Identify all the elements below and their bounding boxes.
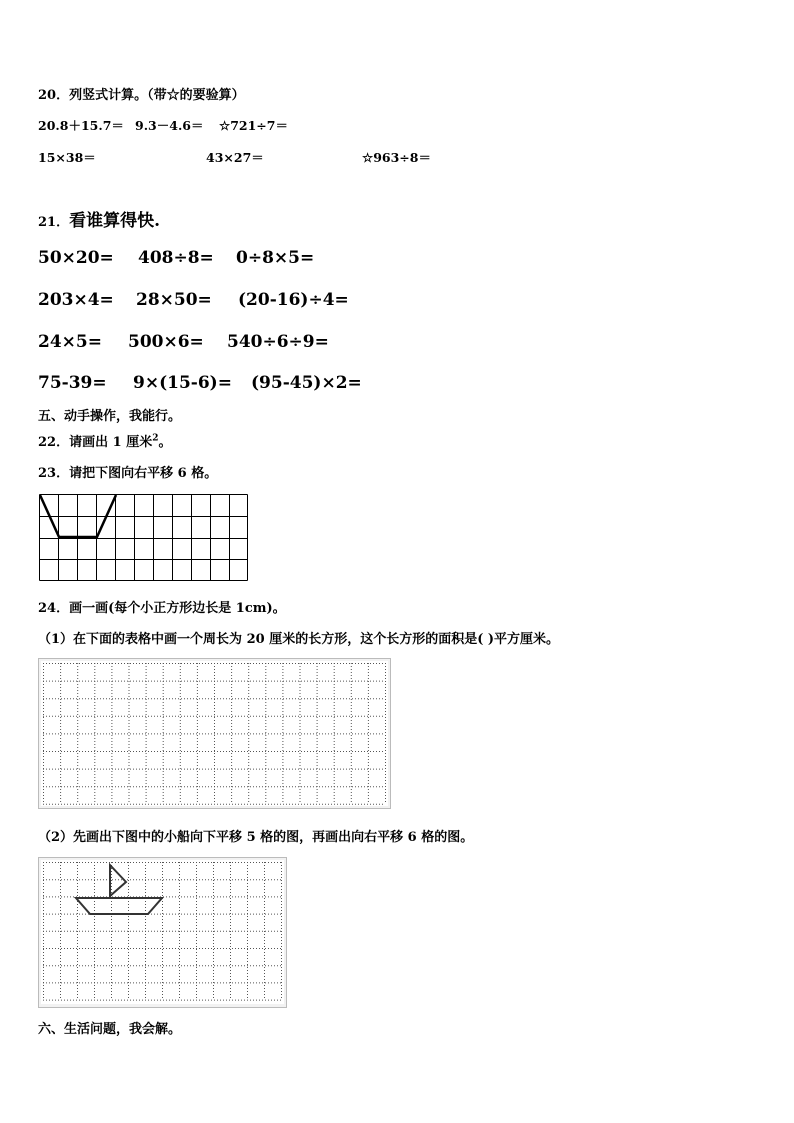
q21-expr: 24×5=	[38, 332, 102, 352]
q21-expr: (95-45)×2=	[251, 373, 362, 393]
q20-expr-1: 20.8＋15.7＝	[38, 118, 124, 133]
q21-expr: 540÷6÷9=	[227, 332, 329, 352]
section-6-title: 六、生活问题，我会解。	[38, 1022, 182, 1037]
q22-label: 22．请画出 1 厘米	[38, 435, 153, 450]
q21-expr: 9×(15-6)=	[133, 373, 232, 393]
q23-grid	[39, 494, 251, 584]
q21-expr: 75-39=	[38, 373, 107, 393]
q20-expr-4: 15×38＝	[38, 150, 96, 165]
q24-part2-dotted-grid	[38, 857, 288, 1009]
q21-expr: 203×4=	[38, 290, 114, 310]
q24-part1-dotted-grid	[38, 658, 392, 810]
q24-part2: （2）先画出下图中的小船向下平移 5 格的图，再画出向右平移 6 格的图。	[38, 830, 474, 845]
q21-expr: 0÷8×5=	[236, 248, 315, 268]
q21-expr: 50×20=	[38, 248, 114, 268]
q24-part1: （1）在下面的表格中画一个周长为 20 厘米的长方形，这个长方形的面积是( )平方厘米。	[38, 632, 560, 647]
q20-title: 20．列竖式计算。（带☆的要验算）	[38, 88, 245, 103]
q21-title	[38, 206, 160, 231]
q20-expr-6: ☆963÷8＝	[362, 150, 431, 165]
q20-expr-2: 9.3－4.6＝	[135, 118, 204, 133]
q20-expr-3: ☆721÷7＝	[219, 118, 288, 133]
q21-expr: 500×6=	[128, 332, 204, 352]
q21-expr: (20-16)÷4=	[238, 290, 349, 310]
q21-title-num: 21．	[38, 215, 70, 230]
q23-text: 23．请把下图向右平移 6 格。	[38, 466, 218, 481]
q21-title-text: 看谁算得快.	[69, 211, 161, 231]
q21-expr: 408÷8=	[138, 248, 214, 268]
q21-expr: 28×50=	[136, 290, 212, 310]
q20-expr-5: 43×27＝	[206, 150, 264, 165]
q24-title: 24．画一画(每个小正方形边长是 1cm)。	[38, 601, 286, 616]
q22-text	[38, 431, 171, 450]
q22-end: 。	[158, 435, 172, 450]
section-5-title: 五、动手操作，我能行。	[38, 409, 182, 424]
q22-superscript: 2	[152, 433, 159, 444]
